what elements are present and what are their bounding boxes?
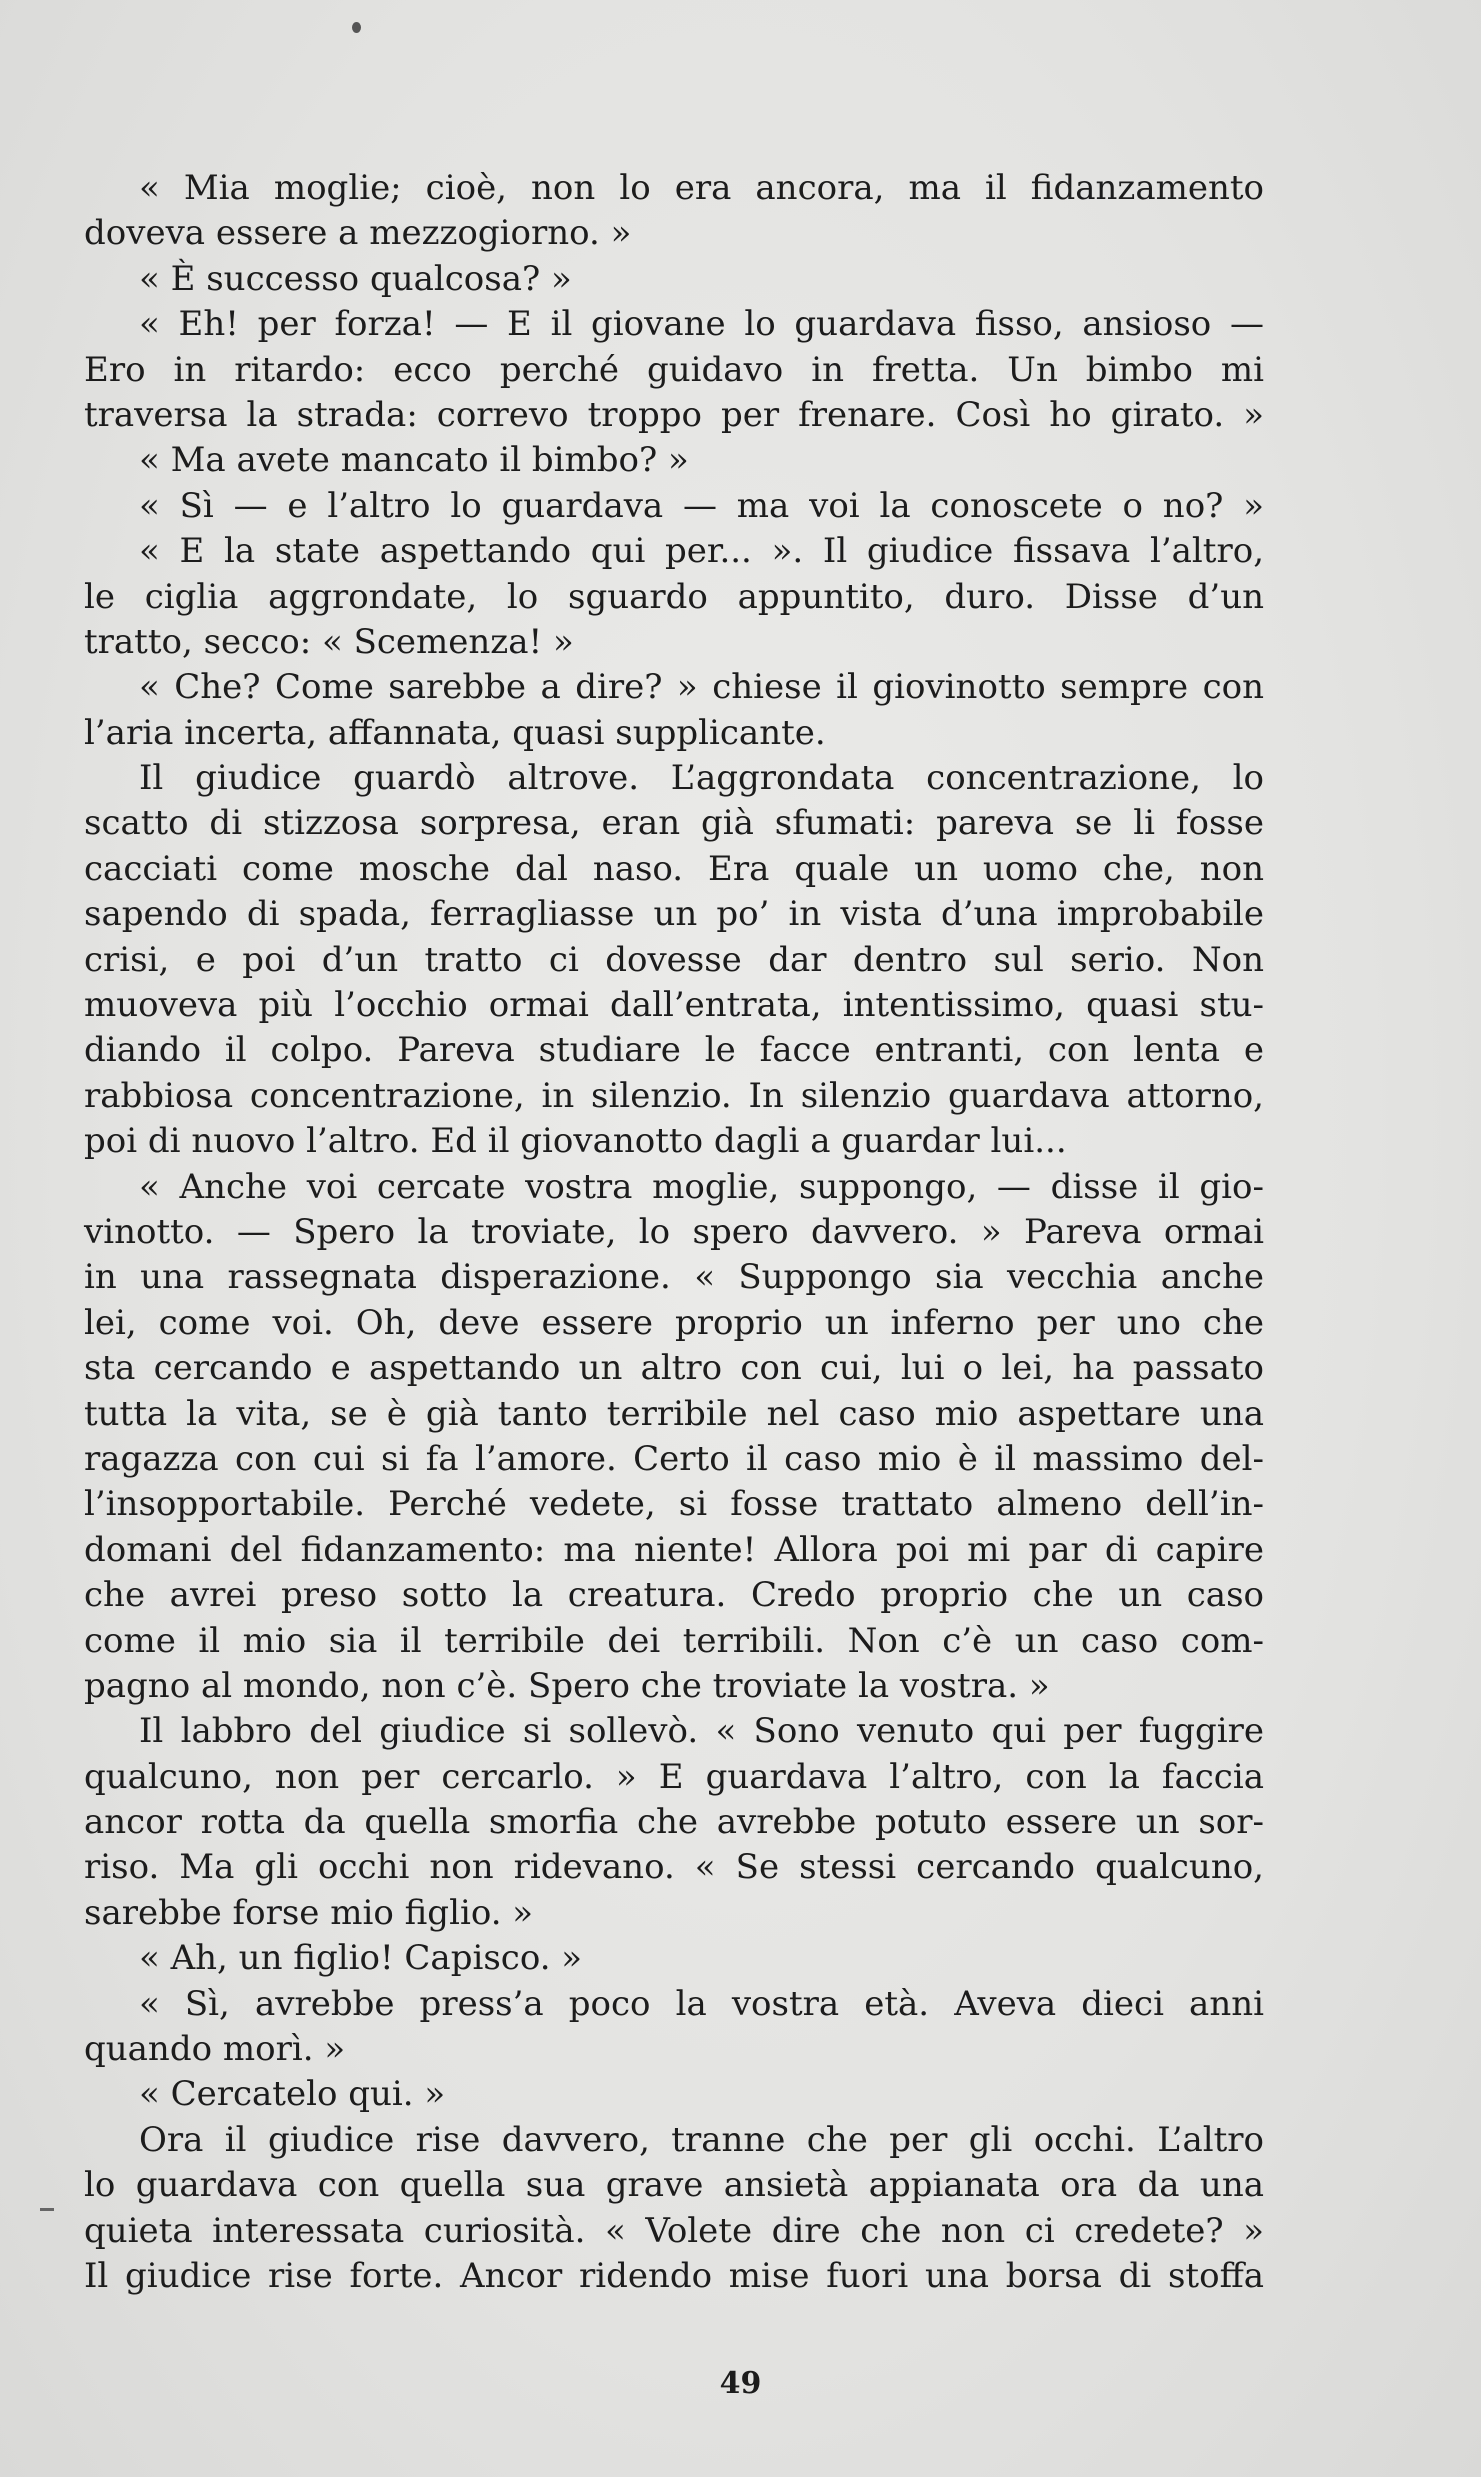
text-line: tutta la vita, se è già tanto terribile nel caso mio aspettare una	[84, 1393, 1264, 1434]
text-line: doveva essere a mezzogiorno. »	[84, 213, 632, 254]
text-line: « È successo qualcosa? »	[139, 258, 572, 299]
text-line: domani del fidanzamento: ma niente! Allora poi mi par di capire	[84, 1529, 1264, 1570]
text-line: Il giudice rise forte. Ancor ridendo mise fuori una borsa di stoffa	[84, 2255, 1264, 2296]
text-line: sta cercando e aspettando un altro con cui, lui o lei, ha passato	[84, 1348, 1264, 1389]
margin-mark	[40, 2208, 54, 2211]
text-line: « Che? Come sarebbe a dire? » chiese il giovinotto sempre con	[139, 667, 1264, 708]
text-line: l’aria incerta, affannata, quasi supplicante.	[84, 712, 826, 753]
text-line: quando morì. »	[84, 2029, 346, 2070]
text-line: le ciglia aggrondate, lo sguardo appuntito, duro. Disse d’un	[84, 576, 1264, 617]
text-line: rabbiosa concentrazione, in silenzio. In silenzio guardava attorno,	[84, 1075, 1264, 1116]
text-line: « Anche voi cercate vostra moglie, suppongo, — disse il gio-	[139, 1166, 1264, 1207]
text-line: Il labbro del giudice si sollevò. « Sono venuto qui per fuggire	[139, 1711, 1264, 1752]
ink-speck	[352, 22, 361, 33]
text-line: sapendo di spada, ferragliasse un po’ in vista d’una improbabile	[84, 894, 1264, 935]
text-line: traversa la strada: correvo troppo per frenare. Così ho girato. »	[84, 394, 1264, 435]
body-text	[84, 166, 1264, 2299]
text-line: crisi, e poi d’un tratto ci dovesse dar dentro sul serio. Non	[84, 939, 1264, 980]
text-line: Ora il giudice rise davvero, tranne che per gli occhi. L’altro	[139, 2119, 1264, 2160]
text-line: qualcuno, non per cercarlo. » E guardava l’altro, con la faccia	[84, 1756, 1264, 1797]
text-line: ragazza con cui si fa l’amore. Certo il caso mio è il massimo del-	[84, 1438, 1264, 1479]
text-line: « Ma avete mancato il bimbo? »	[139, 440, 689, 481]
text-line: vinotto. — Spero la troviate, lo spero davvero. » Pareva ormai	[84, 1211, 1264, 1252]
text-line: l’insopportabile. Perché vedete, si fosse trattato almeno dell’in-	[84, 1484, 1264, 1525]
text-line: « Sì, avrebbe press’a poco la vostra età. Aveva dieci anni	[139, 1983, 1264, 2024]
page-number: 49	[719, 2366, 762, 2401]
text-line: Il giudice guardò altrove. L’aggrondata concentrazione, lo	[139, 758, 1264, 799]
text-line: « Eh! per forza! — E il giovane lo guardava fisso, ansioso —	[139, 304, 1264, 345]
text-line: « Cercatelo qui. »	[139, 2074, 446, 2115]
text-line: muoveva più l’occhio ormai dall’entrata, intentissimo, quasi stu-	[84, 985, 1264, 1026]
text-line: ancor rotta da quella smorfia che avrebbe potuto essere un sor-	[84, 1802, 1264, 1843]
text-line: poi di nuovo l’altro. Ed il giovanotto dagli a guardar lui...	[84, 1121, 1067, 1162]
text-line: « Ah, un figlio! Capisco. »	[139, 1938, 583, 1979]
text-line: come il mio sia il terribile dei terribili. Non c’è un caso com-	[84, 1620, 1264, 1661]
text-line: che avrei preso sotto la creatura. Credo proprio che un caso	[84, 1575, 1264, 1616]
text-line: « Sì — e l’altro lo guardava — ma voi la conoscete o no? »	[139, 485, 1264, 526]
text-line: cacciati come mosche dal naso. Era quale un uomo che, non	[84, 848, 1264, 889]
text-line: quieta interessata curiosità. « Volete dire che non ci credete? »	[84, 2210, 1264, 2251]
text-line: lei, come voi. Oh, deve essere proprio un inferno per uno che	[84, 1302, 1264, 1343]
text-line: in una rassegnata disperazione. « Suppongo sia vecchia anche	[84, 1257, 1264, 1298]
text-line: pagno al mondo, non c’è. Spero che troviate la vostra. »	[84, 1665, 1050, 1706]
text-line: scatto di stizzosa sorpresa, eran già sfumati: pareva se li fosse	[84, 803, 1264, 844]
text-line: « E la state aspettando qui per... ». Il giudice fissava l’altro,	[139, 531, 1264, 572]
text-line: « Mia moglie; cioè, non lo era ancora, ma il fidanzamento	[139, 168, 1264, 208]
text-line: lo guardava con quella sua grave ansietà appianata ora da una	[84, 2165, 1264, 2206]
text-line: sarebbe forse mio figlio. »	[84, 1892, 534, 1933]
text-line: tratto, secco: « Scemenza! »	[84, 621, 574, 662]
text-line: Ero in ritardo: ecco perché guidavo in fretta. Un bimbo mi	[84, 349, 1264, 390]
text-line: riso. Ma gli occhi non ridevano. « Se stessi cercando qualcuno,	[84, 1847, 1264, 1888]
text-line: diando il colpo. Pareva studiare le facce entranti, con lenta e	[84, 1030, 1264, 1071]
